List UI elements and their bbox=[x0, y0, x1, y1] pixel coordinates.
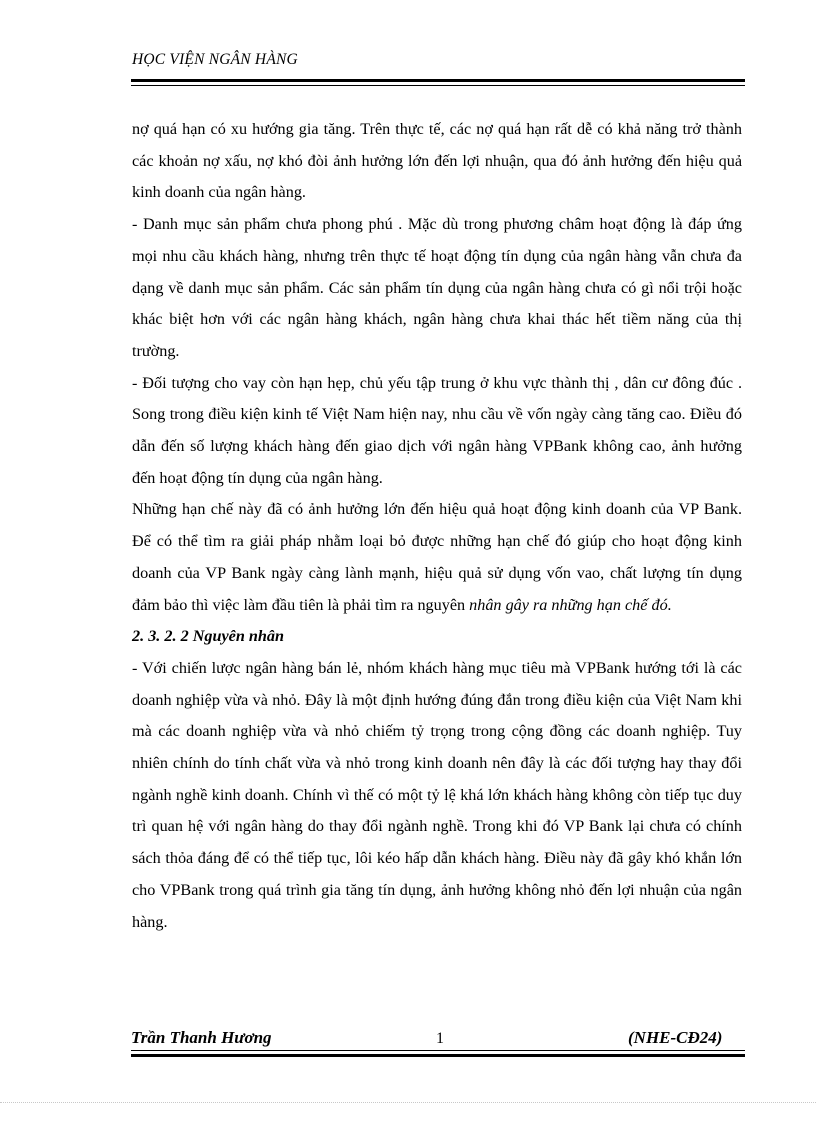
footer-rule-thin bbox=[131, 1050, 745, 1051]
paragraph-2: - Danh mục sản phẩm chưa phong phú . Mặc dù trong phương châm hoạt động là đáp ứng mọi nhu cầu khách hàng, nhưng trên thực tế hoạt động tín dụng của ngân hàng vẫn chưa đa dạng về danh mục sản phẩm. Các sản phẩm tín dụng của ngân hàng chưa có gì nổi trội hoặc khác biệt hơn với các ngân hàng khách, ngân hàng chưa khai thác hết tiềm năng của thị trường. bbox=[132, 215, 742, 360]
section-heading: 2. 3. 2. 2 Nguyên nhân bbox=[132, 627, 285, 646]
header-rule-thick bbox=[131, 79, 745, 82]
paragraph-1: nợ quá hạn có xu hướng gia tăng. Trên thực tế, các nợ quá hạn rất dễ có khả năng trở thành các khoản nợ xấu, nợ khó đòi ảnh hưởng lớn đến lợi nhuận, qua đó ảnh hưởng đến hiệu quả kinh doanh của ngân hàng. bbox=[132, 120, 742, 202]
paragraph-4 bbox=[132, 494, 742, 621]
footer-rule-thick bbox=[131, 1054, 745, 1057]
footer-code: (NHE-CĐ24) bbox=[628, 1028, 723, 1047]
paragraph-3: - Đối tượng cho vay còn hạn hẹp, chủ yếu tập trung ở khu vực thành thị , dân cư đông đúc . Song trong điều kiện kinh tế Việt Nam hiện nay, nhu cầu về vốn ngày càng tăng cao. Điều đó dẫn đến số lượng khách hàng đến giao dịch với ngân hàng VPBank không cao, ảnh hưởng đến hoạt động tín dụng của ngân hàng. bbox=[132, 373, 742, 487]
paragraph-4-italic: nhân gây ra những hạn chế đó. bbox=[469, 595, 672, 614]
footer-author: Trần Thanh Hương bbox=[131, 1028, 272, 1047]
paragraph-5: - Với chiến lược ngân hàng bán lẻ, nhóm khách hàng mục tiêu mà VPBank hướng tới là các doanh nghiệp vừa và nhỏ. Đây là một định hướng đúng đắn trong điều kiện của Việt Nam khi mà các doanh nghiệp vừa và nhỏ chiếm tỷ trọng trong cộng đồng các doanh nghiệp. Tuy nhiên chính do tính chất vừa và nhỏ trong kinh doanh nên đây là các đối tượng hay thay đổi ngành nghề kinh doanh. Chính vì thế có một tỷ lệ khá lớn khách hàng không còn tiếp tục duy trì quan hệ với ngân hàng do thay đổi ngành nghề. Trong khi đó VP Bank lại chưa có chính sách thỏa đáng để có thể tiếp tục, lôi kéo hấp dẫn khách hàng. Điều này đã gây khó khắn lớn cho VPBank trong quá trình gia tăng tín dụng, ảnh hưởng không nhỏ đến lợi nhuận của ngân hàng. bbox=[132, 658, 742, 931]
paragraph-4-main: Những hạn chế này đã có ảnh hưởng lớn đến hiệu quả hoạt động kinh doanh của VP Bank. Để có thể tìm ra giải pháp nhằm loại bỏ được những hạn chế đó giúp cho hoạt động kinh doanh của VP Bank ngày càng lành mạnh, hiệu quả sử dụng vốn vao, chất lượng tín dụng đảm bảo thì việc làm đầu tiên là phải tìm ra nguyên bbox=[132, 500, 742, 614]
body-text bbox=[132, 114, 742, 938]
page-bottom-dotted-border bbox=[0, 1102, 816, 1103]
footer-page-number: 1 bbox=[436, 1030, 444, 1047]
header-rule-thin bbox=[131, 85, 745, 86]
header-title: HỌC VIỆN NGÂN HÀNG bbox=[132, 51, 298, 68]
